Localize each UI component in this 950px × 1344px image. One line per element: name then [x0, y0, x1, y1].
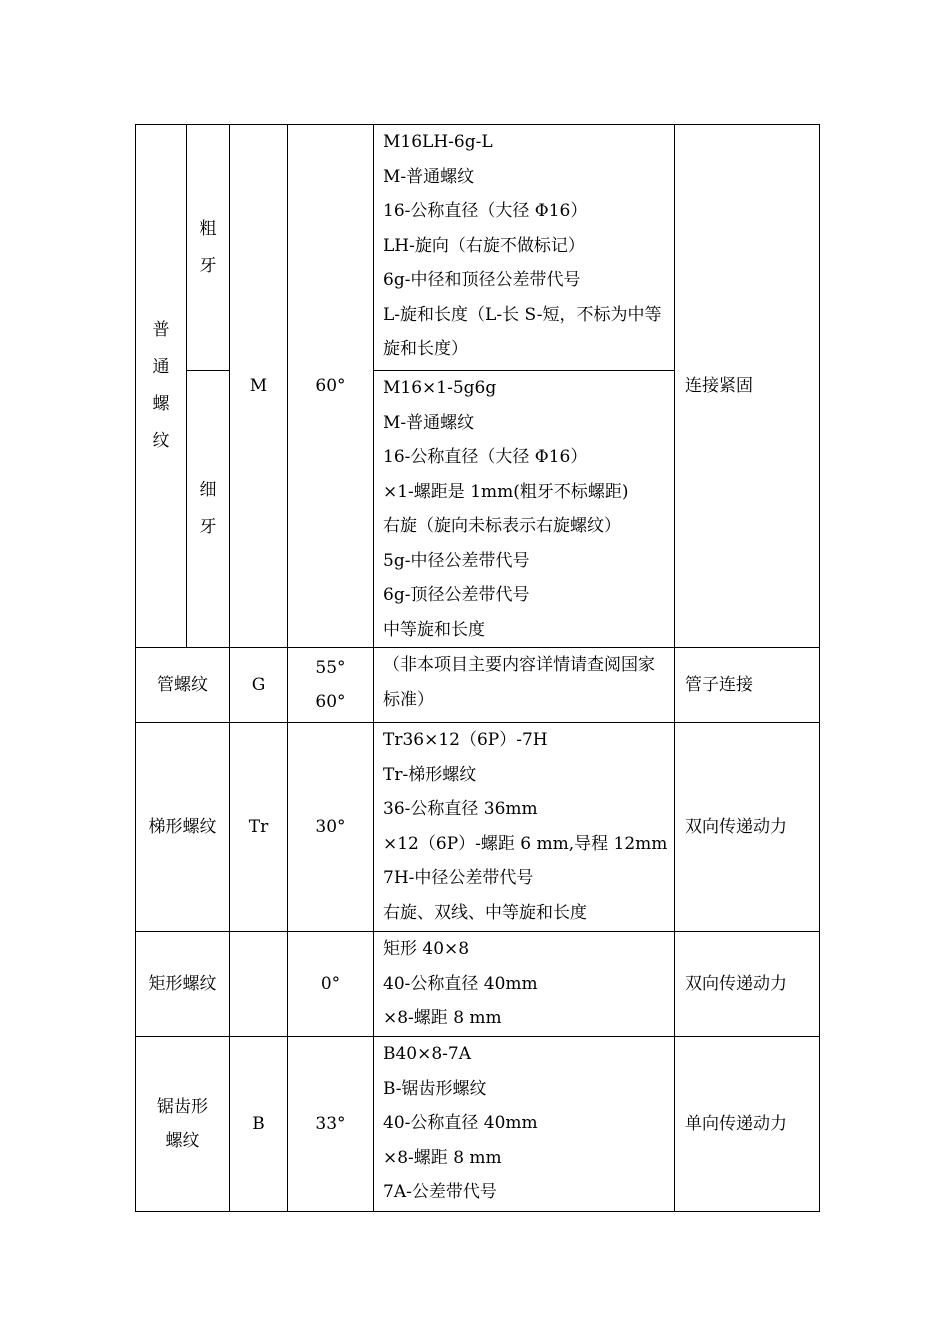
desc-line: ×8-螺距 8 mm	[383, 1008, 502, 1028]
desc-line: （非本项目主要内容详情请查阅国家标准）	[383, 655, 655, 710]
desc-line: 矩形 40×8	[383, 939, 470, 959]
desc-line: ×8-螺距 8 mm	[383, 1147, 502, 1168]
type-buttress	[136, 1037, 230, 1212]
table-row-trapezoidal	[136, 723, 820, 932]
table-row-rectangular	[136, 932, 820, 1037]
desc-line: 7H-中径公差带代号	[383, 868, 534, 888]
type-line: 螺纹	[165, 1131, 200, 1151]
desc-line: L-旋和长度（L-长 S-短，不标为中等旋和长度）	[383, 304, 662, 359]
angle-pipe	[288, 648, 374, 723]
desc-buttress	[374, 1037, 675, 1212]
use-pipe: 管子连接	[675, 648, 820, 723]
table-row-buttress	[136, 1037, 820, 1212]
thread-table	[135, 124, 820, 1212]
desc-line: 16-公称直径（大径 Φ16）	[383, 201, 588, 221]
code-ordinary: M	[230, 125, 288, 648]
desc-line: 16-公称直径（大径 Φ16）	[383, 447, 588, 467]
angle-trapezoidal: 30°	[288, 723, 374, 932]
desc-line: 7A-公差带代号	[383, 1182, 497, 1202]
desc-line: M16×1-5g6g	[383, 378, 497, 398]
use-rectangular: 双向传递动力	[675, 932, 820, 1037]
code-pipe: G	[230, 648, 288, 723]
angle-rectangular: 0°	[288, 932, 374, 1037]
desc-trapezoidal	[374, 723, 675, 932]
code-rectangular	[230, 932, 288, 1037]
desc-line: 右旋、双线、中等旋和长度	[383, 902, 587, 923]
desc-line: 右旋（旋向未标表示右旋螺纹）	[383, 516, 621, 536]
angle-ordinary: 60°	[288, 125, 374, 648]
use-buttress: 单向传递动力	[675, 1037, 820, 1212]
desc-pipe	[374, 648, 675, 723]
angle-buttress: 33°	[288, 1037, 374, 1212]
desc-line: M-普通螺纹	[383, 166, 475, 187]
code-buttress: B	[230, 1037, 288, 1212]
desc-rectangular	[374, 932, 675, 1037]
desc-line: ×12（6P）-螺距 6 mm,导程 12mm	[383, 833, 668, 854]
desc-line: Tr36×12（6P）-7H	[383, 730, 548, 750]
desc-ordinary-coarse	[374, 125, 675, 371]
subtype-fine: 细 牙	[187, 371, 230, 648]
type-pipe: 管螺纹	[136, 648, 230, 723]
desc-line: B-锯齿形螺纹	[383, 1078, 487, 1099]
code-trapezoidal: Tr	[230, 723, 288, 932]
desc-line: 40-公称直径 40mm	[383, 1113, 538, 1133]
type-trapezoidal: 梯形螺纹	[136, 723, 230, 932]
desc-line: 6g-中径和顶径公差带代号	[383, 270, 581, 290]
subtype-coarse: 粗 牙	[187, 125, 230, 371]
desc-line: Tr-梯形螺纹	[383, 764, 477, 785]
table-row-pipe	[136, 648, 820, 723]
use-trapezoidal: 双向传递动力	[675, 723, 820, 932]
angle-line: 60°	[315, 692, 346, 712]
desc-line: 36-公称直径 36mm	[383, 799, 538, 819]
desc-line: M16LH-6g-L	[383, 132, 493, 152]
desc-line: 中等旋和长度	[383, 619, 485, 640]
type-line: 锯齿形	[157, 1096, 208, 1117]
desc-line: M-普通螺纹	[383, 412, 475, 433]
type-ordinary: 普 通 螺 纹	[136, 125, 187, 648]
desc-line: 6g-顶径公差带代号	[383, 585, 530, 605]
desc-line: 40-公称直径 40mm	[383, 973, 538, 994]
table-row-ordinary-coarse	[136, 125, 820, 371]
use-ordinary: 连接紧固	[675, 125, 820, 648]
angle-line: 55°	[315, 657, 346, 678]
desc-ordinary-fine	[374, 371, 675, 648]
desc-line: B40×8-7A	[383, 1044, 472, 1064]
desc-line: ×1-螺距是 1mm(粗牙不标螺距)	[383, 481, 629, 502]
desc-line: LH-旋向（右旋不做标记）	[383, 235, 585, 256]
type-rectangular: 矩形螺纹	[136, 932, 230, 1037]
desc-line: 5g-中径公差带代号	[383, 550, 530, 571]
